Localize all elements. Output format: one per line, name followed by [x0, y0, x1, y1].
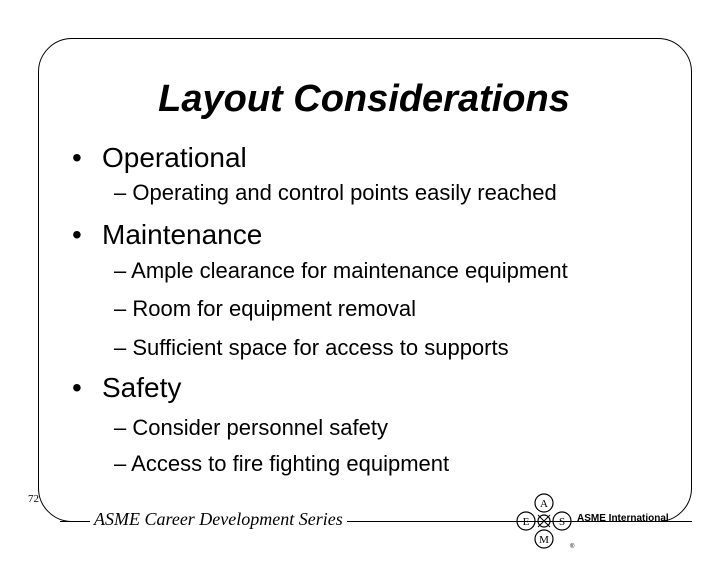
bullet-label: Safety [102, 372, 182, 403]
bullet-glyph: • [72, 372, 82, 403]
dash-glyph: – [114, 296, 127, 321]
dash-glyph: – [114, 415, 127, 440]
organization-name: ASME International [577, 513, 669, 524]
bullet-operational [72, 142, 247, 174]
dash-glyph: – [114, 258, 127, 283]
footer-rule-middle [325, 521, 510, 522]
sub-bullet-text: Operating and control points easily reached [132, 180, 557, 205]
sub-bullet [114, 179, 557, 207]
slide-title: Layout Considerations [158, 78, 570, 120]
page-number: 72 [28, 493, 39, 505]
svg-text:S: S [558, 516, 566, 528]
sub-bullet-text: Room for equipment removal [132, 296, 417, 321]
sub-bullet-text: Access to fire fighting equipment [131, 451, 450, 476]
svg-text:A: A [540, 498, 548, 510]
dash-glyph: – [114, 335, 127, 360]
bullet-glyph: • [72, 219, 82, 250]
sub-bullet-text: Sufficient space for access to supports [132, 335, 509, 360]
asme-seal-icon [512, 490, 576, 552]
bullet-label: Operational [102, 142, 247, 173]
sub-bullet-text: Consider personnel safety [132, 415, 388, 440]
bullet-maintenance [72, 219, 262, 251]
sub-bullet [114, 450, 449, 478]
dash-glyph: – [114, 451, 127, 476]
bullet-label: Maintenance [102, 219, 263, 250]
sub-bullet-text: Ample clearance for maintenance equipment [131, 258, 568, 283]
sub-bullet [114, 257, 568, 285]
bullet-safety [72, 372, 181, 404]
sub-bullet [114, 414, 388, 442]
svg-text:M: M [539, 534, 549, 546]
sub-bullet [114, 295, 416, 323]
series-name: ASME Career Development Series [90, 508, 347, 530]
footer-rule-left [60, 521, 88, 522]
svg-text:E: E [522, 516, 530, 528]
sub-bullet [114, 334, 509, 362]
bullet-glyph: • [72, 142, 82, 173]
dash-glyph: – [114, 180, 127, 205]
svg-text:®: ® [570, 544, 575, 550]
